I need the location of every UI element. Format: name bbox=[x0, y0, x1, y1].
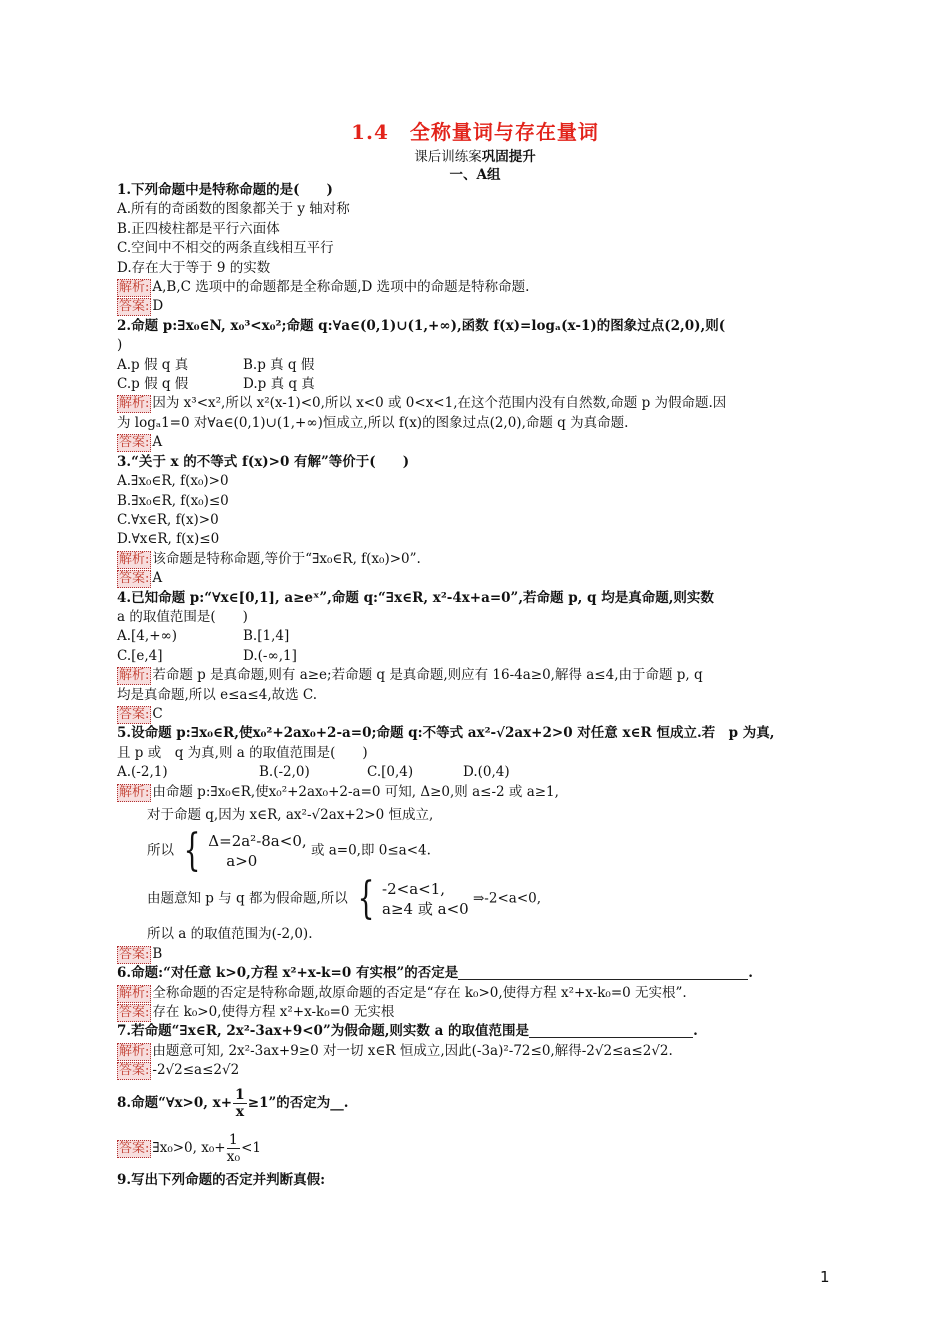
problem-list bbox=[117, 181, 835, 1190]
problem-5-options-row: A.(-2,1) B.(-2,0) C.[0,4) D.(0,4) bbox=[117, 764, 510, 781]
problem-2-stem: 2.命题 p:∃x₀∈N, x₀³<x₀²;命题 q:∀a∈(0,1)∪(1,+∞),函数 f(x)=logₐ(x-1)的图象过点(2,0),则( bbox=[117, 317, 726, 334]
problem-8-answer: 答案: ∃x₀>0, x₀+ $\frac{1}{\text{x₀}}$ <1 bbox=[119, 1131, 261, 1165]
problem-5-step-3: 由题意知 p 与 q 都为假命题,所以 { -2<a<1, a≥4 或 a<0 ⇒-2<a<0, bbox=[147, 873, 542, 925]
problem-5-stem-cont: 且 p 或 q 为真,则 a 的取值范围是( ) bbox=[117, 744, 368, 761]
problem-1-stem: 1.下列命题中是特称命题的是( ) bbox=[117, 182, 333, 198]
problem-4-answer: 答案: C bbox=[119, 705, 163, 722]
answer-tag: 答案: bbox=[119, 299, 150, 315]
analysis-tag: 解析: bbox=[119, 280, 150, 296]
answer-tag: 答案: bbox=[119, 571, 150, 587]
problem-5-step-2: 所以 { Δ=2a²-8a<0, a>0 或 a=0,即 0≤a<4. bbox=[147, 825, 431, 877]
problem-5-stem: 5.设命题 p:∃x₀∈R,使x₀²+2ax₀+2-a=0;命题 q:不等式 ax²-√2ax+2>0 对任意 x∈R 恒成立.若 p 为真, bbox=[117, 725, 775, 742]
answer-tag: 答案: bbox=[119, 1005, 150, 1021]
inequality-system: { -2<a<1, a≥4 或 a<0 bbox=[357, 873, 469, 925]
problem-7-answer: 答案: -2√2≤a≤2√2 bbox=[119, 1062, 240, 1079]
problem-6-stem: 6.命题:“对任意 k>0,方程 x²+x-k=0 有实根”的否定是 . bbox=[117, 965, 753, 982]
problem-7-analysis: 解析: 由题意可知, 2x²-3ax+9≥0 对一切 x∈R 恒成立,因此(-3a)²-72≤0,解得-2√2≤a≤2√2. bbox=[119, 1042, 673, 1059]
page-subtitle bbox=[0, 145, 950, 165]
answer-blank bbox=[529, 1023, 693, 1038]
problem-6-answer: 答案: 存在 k₀>0,使得方程 x²+x-k₀=0 无实根 bbox=[119, 1004, 395, 1021]
problem-8-stem: 8.命题“∀x>0, x+ $\frac{1}{x}$ ≥1”的否定为__. bbox=[117, 1086, 349, 1120]
inequality-system: { Δ=2a²-8a<0, a>0 bbox=[183, 825, 307, 877]
problem-7-stem: 7.若命题“∃x∈R, 2x²-3ax+9<0”为假命题,则实数 a 的取值范围是 . bbox=[117, 1023, 698, 1040]
left-brace: { bbox=[357, 873, 375, 925]
problem-6-analysis: 解析: 全称命题的否定是特称命题,故原命题的否定是“存在 k₀>0,使得方程 x²+x-k₀=0 无实根”. bbox=[119, 984, 687, 1001]
problem-2-analysis-cont: 为 logₐ1=0 对∀a∈(0,1)∪(1,+∞)恒成立,所以 f(x)的图象过点(2,0),命题 q 为真命题. bbox=[117, 414, 629, 431]
problem-3-option-a: A.∃x₀∈R, f(x₀)>0 bbox=[117, 473, 229, 490]
analysis-tag: 解析: bbox=[119, 985, 150, 1001]
problem-4-stem: 4.已知命题 p:“∀x∈[0,1], a≥eˣ”,命题 q:“∃x∈R, x²-4x+a=0”,若命题 p, q 均是真命题,则实数 bbox=[117, 589, 714, 606]
left-brace: { bbox=[183, 825, 201, 877]
analysis-tag: 解析: bbox=[119, 784, 150, 800]
answer-tag: 答案: bbox=[119, 1140, 150, 1156]
problem-1-answer: 答案: D bbox=[119, 298, 164, 315]
answer-tag: 答案: bbox=[119, 1063, 150, 1079]
answer-tag: 答案: bbox=[119, 946, 150, 962]
problem-5-answer: 答案: B bbox=[119, 945, 163, 962]
problem-4-analysis: 解析: 若命题 p 是真命题,则有 a≥e;若命题 q 是真命题,则应有 16-4a≥0,解得 a≤4,由于命题 p, q bbox=[119, 667, 703, 684]
problem-3-option-b: B.∃x₀∈R, f(x₀)≤0 bbox=[117, 492, 229, 509]
problem-2-stem-cont: ) bbox=[117, 337, 123, 354]
answer-tag: 答案: bbox=[119, 435, 150, 451]
problem-4-options-row-2: C.[e,4] D.(-∞,1] bbox=[117, 647, 297, 664]
subtitle-plain: 课后训练案 bbox=[414, 149, 482, 165]
problem-5-analysis: 解析: 由命题 p:∃x₀∈R,使x₀²+2ax₀+2-a=0 可知, Δ≥0,则 a≤-2 或 a≥1, bbox=[119, 783, 559, 800]
answer-tag: 答案: bbox=[119, 706, 150, 722]
group-heading: 一、A组 bbox=[449, 167, 501, 183]
problem-1-option-d: D.存在大于等于 9 的实数 bbox=[117, 259, 271, 276]
problem-1-option-c: C.空间中不相交的两条直线相互平行 bbox=[117, 240, 334, 257]
problem-1-option-a: A.所有的奇函数的图象都关于 y 轴对称 bbox=[117, 201, 350, 218]
problem-4-analysis-cont: 均是真命题,所以 e≤a≤4,故选 C. bbox=[117, 686, 318, 703]
analysis-tag: 解析: bbox=[119, 396, 150, 412]
problem-3-option-c: C.∀x∈R, f(x)>0 bbox=[117, 511, 219, 528]
analysis-tag: 解析: bbox=[119, 1043, 150, 1059]
fraction: $\frac{1}{\text{x₀}}$ bbox=[226, 1131, 241, 1165]
problem-4-stem-cont: a 的取值范围是( ) bbox=[117, 608, 248, 625]
problem-3-analysis: 解析: 该命题是特称命题,等价于“∃x₀∈R, f(x₀)>0”. bbox=[119, 550, 421, 567]
problem-9-stem: 9.写出下列命题的否定并判断真假: bbox=[117, 1171, 326, 1188]
problem-2-analysis: 解析: 因为 x³<x²,所以 x²(x-1)<0,所以 x<0 或 0<x<1,在这个范围内没有自然数,命题 p 为假命题.因 bbox=[119, 395, 727, 412]
problem-1-option-b: B.正四棱柱都是平行六面体 bbox=[117, 220, 280, 237]
problem-3-option-d: D.∀x∈R, f(x)≤0 bbox=[117, 531, 220, 548]
problem-5-step-1: 对于命题 q,因为 x∈R, ax²-√2ax+2>0 恒成立, bbox=[147, 807, 434, 823]
fraction: $\frac{1}{x}$ bbox=[235, 1086, 245, 1120]
problem-3-answer: 答案: A bbox=[119, 570, 163, 587]
page-title: 1.4 全称量词与存在量词 bbox=[351, 120, 599, 144]
problem-2-answer: 答案: A bbox=[119, 434, 163, 451]
problem-4-options-row-1: A.[4,+∞) B.[1,4] bbox=[117, 628, 290, 645]
problem-5-step-4: 所以 a 的取值范围为(-2,0). bbox=[147, 926, 313, 943]
answer-blank bbox=[458, 965, 748, 980]
page-number: 1 bbox=[820, 1268, 830, 1286]
problem-3-stem: 3.“关于 x 的不等式 f(x)>0 有解”等价于( ) bbox=[117, 453, 410, 470]
problem-1-analysis: 解析: A,B,C 选项中的命题都是全称命题,D 选项中的命题是特称命题. bbox=[119, 279, 530, 296]
analysis-tag: 解析: bbox=[119, 668, 150, 684]
problem-2-options-row-1: A.p 假 q 真 B.p 真 q 假 bbox=[117, 356, 315, 373]
subtitle-bold: 巩固提升 bbox=[481, 149, 536, 165]
problem-2-options-row-2: C.p 假 q 假 D.p 真 q 真 bbox=[117, 376, 315, 393]
analysis-tag: 解析: bbox=[119, 551, 150, 567]
